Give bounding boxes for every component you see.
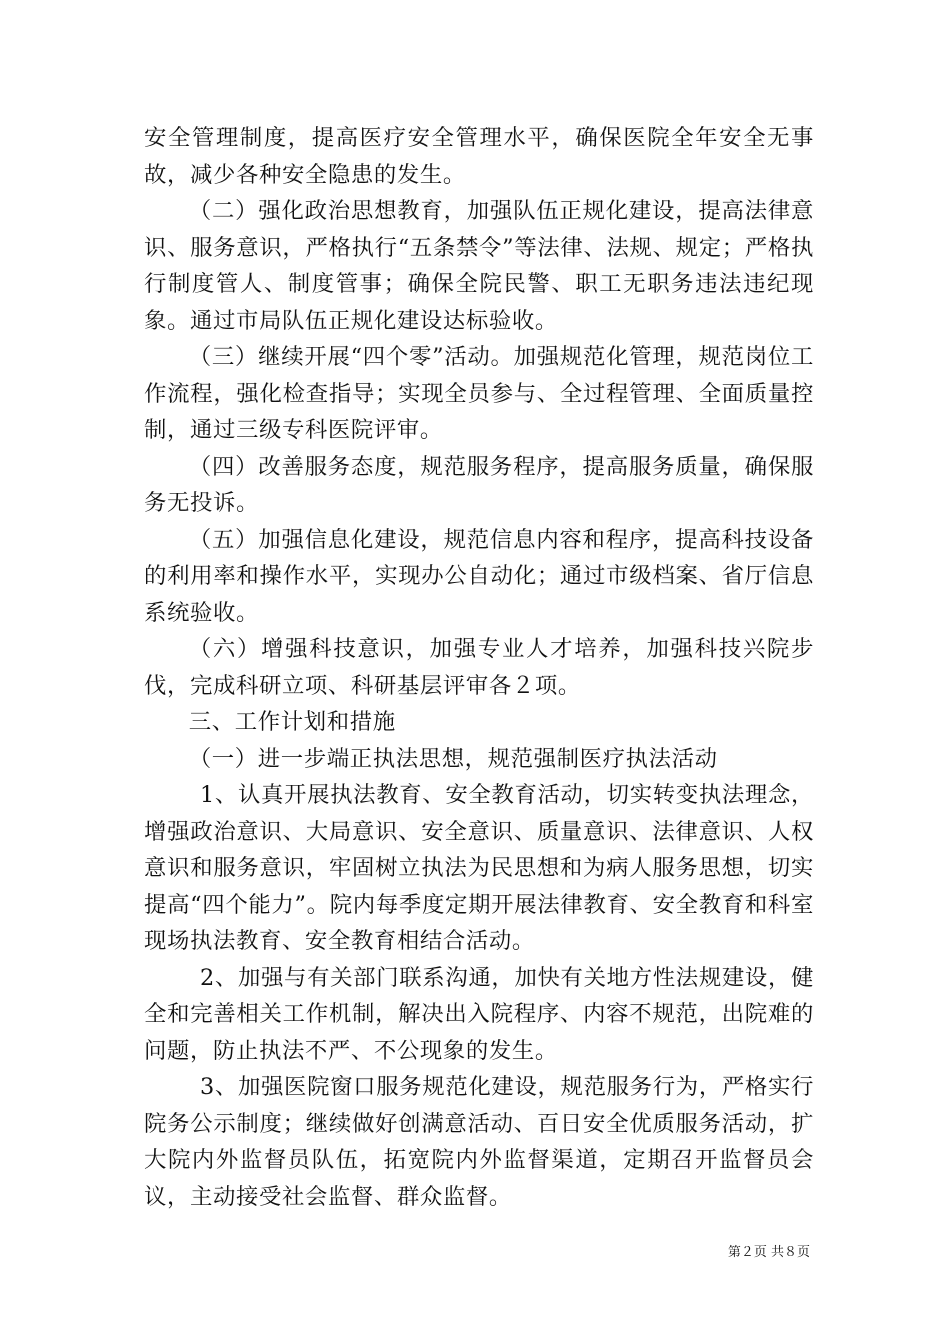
list-item: 2、加强与有关部门联系沟通，加快有关地方性法规建设，健全和完善相关工作机制，解决出入院程序、内容不规范，出院难的问题，防止执法不严、不公现象的发生。 (144, 964, 814, 1064)
paragraph: （三）继续开展“四个零”活动。加强规范化管理，规范岗位工作流程，强化检查指导；实现全员参与、全过程管理、全面质量控制，通过三级专科医院评审。 (144, 344, 814, 443)
paragraph: （六）增强科技意识，加强专业人才培养，加强科技兴院步伐，完成科研立项、科研基层评审各２项。 (144, 636, 814, 699)
page-number-footer: 第２页 共８页 (727, 1245, 810, 1260)
paragraph: （二）强化政治思想教育，加强队伍正规化建设，提高法律意识、服务意识，严格执行“五条禁令”等法律、法规、规定；严格执行制度管人、制度管事；确保全院民警、职工无职务违法违纪现象。通过市局队伍正规化建设达标验收。 (144, 198, 814, 334)
list-item: 3、加强医院窗口服务规范化建设，规范服务行为，严格实行院务公示制度；继续做好创满意活动、百日安全优质服务活动，扩大院内外监督员队伍，拓宽院内外监督渠道，定期召开监督员会议，主动接受社会监督、群众监督。 (144, 1074, 814, 1210)
paragraph: 安全管理制度，提高医疗安全管理水平，确保医院全年安全无事故，减少各种安全隐患的发生。 (144, 125, 814, 188)
document-body (144, 120, 814, 1215)
section-heading: 三、工作计划和措施 (188, 709, 396, 735)
paragraph: （五）加强信息化建设，规范信息内容和程序，提高科技设备的利用率和操作水平，实现办公自动化；通过市级档案、省厅信息系统验收。 (144, 526, 814, 626)
list-item: 1、认真开展执法教育、安全教育活动，切实转变执法理念，增强政治意识、大局意识、安全意识、质量意识、法律意识、人权意识和服务意识，牢固树立执法为民思想和为病人服务思想，切实提高“四个能力”。院内每季度定期开展法律教育、安全教育和科室现场执法教育、安全教育相结合活动。 (144, 782, 814, 954)
paragraph: （四）改善服务态度，规范服务程序，提高服务质量，确保服务无投诉。 (144, 453, 814, 516)
subsection-heading: （一）进一步端正执法思想，规范强制医疗执法活动 (188, 745, 718, 772)
